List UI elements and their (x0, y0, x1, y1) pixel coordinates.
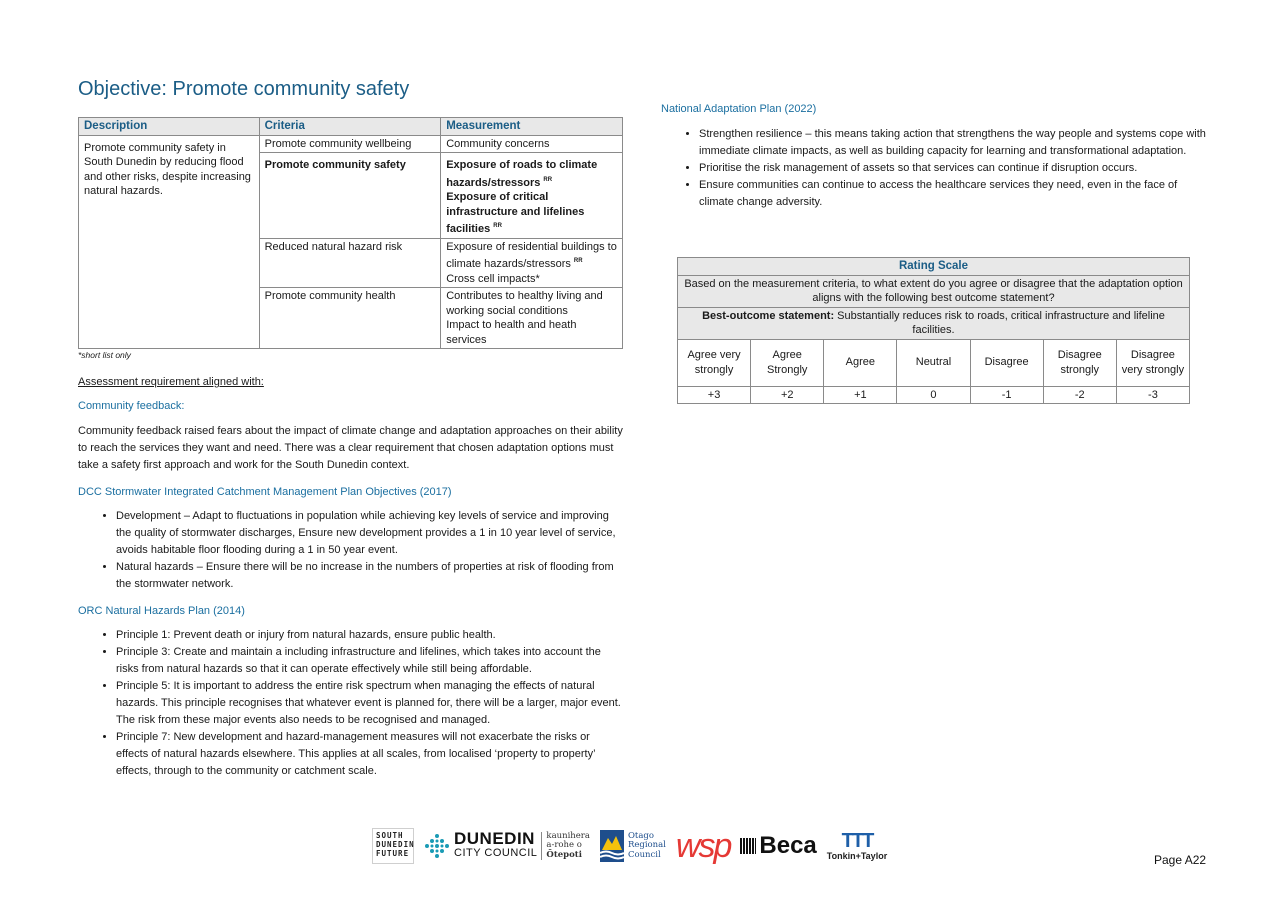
right-column (661, 103, 1206, 211)
dcc-emblem-icon (424, 833, 450, 859)
measurement-cell (441, 238, 623, 288)
rating-label: Disagree strongly (1043, 339, 1116, 386)
criteria-cell: Reduced natural hazard risk (259, 238, 441, 288)
assessment-heading: Assessment requirement aligned with: (78, 376, 264, 388)
dcc-plan-heading: DCC Stormwater Integrated Catchment Management Plan Objectives (2017) (78, 486, 452, 498)
rating-label: Neutral (897, 339, 970, 386)
criteria-table-header (79, 118, 623, 136)
rating-score: +3 (678, 386, 751, 404)
list-item: • Principle 3: Create and maintain a including infrastructure and lifelines, which takes into account the risks from natural hazards so that it can operate effectively while still being affordable. (116, 644, 623, 678)
nap-heading: National Adaptation Plan (2022) (661, 103, 817, 115)
measurement-item: Exposure of residential buildings to climate hazards/stressors (446, 240, 617, 270)
measurement-item: Impact to health and heath services (446, 319, 577, 346)
rating-question: Based on the measurement criteria, to what extent do you agree or disagree that the adaptation option aligns with the following best outcome statement? (678, 275, 1190, 307)
partner-logos (372, 826, 887, 866)
tonkin-taylor-logo: TTT Tonkin+Taylor (826, 830, 888, 861)
rr-marker: RR (543, 176, 553, 183)
orc-plan-list (78, 627, 623, 780)
rating-label: Agree (824, 339, 897, 386)
measurement-item: Exposure of roads to climate hazards/stressors (446, 159, 598, 189)
beca-logo: Beca (740, 832, 816, 860)
community-feedback-text: Community feedback raised fears about the impact of climate change and adaptation approaches on their ability to reach the services they want and need. There was a clear requirement that chosen adaptation options must take a safety first approach and work for the South Dunedin context. (78, 425, 623, 471)
rating-score: -2 (1043, 386, 1116, 404)
south-dunedin-future-logo: SOUTH DUNEDIN FUTURE (372, 828, 414, 864)
rr-marker: RR (493, 223, 502, 229)
list-item: • Strengthen resilience – this means taking action that strengthens the way people and systems cope with immediate climate impacts, as well as building capacity for learning and transformational adaptation. (699, 126, 1206, 160)
criteria-cell: Promote community wellbeing (259, 135, 441, 153)
wsp-logo: wsp (675, 827, 731, 865)
best-outcome-label: Best-outcome statement: (702, 309, 835, 322)
page-number: Page A22 (1154, 853, 1207, 867)
best-outcome-text: Substantially reduces risk to roads, critical infrastructure and lifeline facilities. (834, 309, 1165, 336)
list-item: • Ensure communities can continue to access the healthcare services they need, even in the face of climate change adversity. (699, 177, 1206, 211)
rating-score: 0 (897, 386, 970, 404)
description-cell: Promote community safety in South Dunedin by reducing flood and other risks, despite increasing natural hazards. (79, 135, 260, 349)
beca-mark-icon (740, 838, 756, 854)
criteria-cell: Promote community safety (259, 153, 441, 239)
rating-scale-title: Rating Scale (678, 258, 1190, 276)
rating-score: +2 (751, 386, 824, 404)
left-column (78, 117, 623, 780)
rating-label: Agree very strongly (678, 339, 751, 386)
nap-list (661, 126, 1206, 211)
header-measurement: Measurement (441, 118, 623, 136)
list-item: • Natural hazards – Ensure there will be no increase in the numbers of properties at risk of flooding from the stormwater network. (116, 559, 623, 593)
measurement-cell (441, 135, 623, 153)
orc-emblem-icon (600, 830, 624, 862)
best-outcome-cell (678, 307, 1190, 339)
dcc-plan-list (78, 508, 623, 593)
otago-regional-council-logo: Otago Regional Council (600, 830, 666, 862)
rating-label: Disagree (970, 339, 1043, 386)
table-footnote: *short list only (78, 350, 131, 360)
table-row (79, 135, 623, 153)
rating-title-row (678, 258, 1190, 276)
header-description: Description (79, 118, 260, 136)
rating-label: Disagree very strongly (1116, 339, 1189, 386)
rating-question-row (678, 275, 1190, 307)
measurement-item: Cross cell impacts* (446, 272, 540, 285)
criteria-table (78, 117, 623, 349)
page-title: Objective: Promote community safety (78, 78, 410, 100)
rating-label: Agree Strongly (751, 339, 824, 386)
measurement-cell (441, 288, 623, 349)
rating-scale-table (677, 257, 1190, 404)
list-item: • Principle 5: It is important to address the entire risk spectrum when managing the effects of natural hazards. This principle recognises that whatever event is planned for, there will be a larger, major event. The risk from these major events also needs to be recognised and managed. (116, 678, 623, 729)
list-item: • Development – Adapt to fluctuations in population while achieving key levels of service and improving the quality of stormwater discharges, Ensure new development provides a 1 in 10 year level of service, avoids habitable floor flooding during a 1 in 50 year event. (116, 508, 623, 559)
header-criteria: Criteria (259, 118, 441, 136)
list-item: • Principle 1: Prevent death or injury from natural hazards, ensure public health. (116, 627, 623, 644)
community-feedback-heading: Community feedback: (78, 400, 185, 412)
measurement-cell (441, 153, 623, 239)
list-item: • Prioritise the risk management of assets so that services can continue if disruption occurs. (699, 160, 1206, 177)
rating-score: -3 (1116, 386, 1189, 404)
orc-plan-heading: ORC Natural Hazards Plan (2014) (78, 605, 245, 617)
best-outcome-row (678, 307, 1190, 339)
rating-score: -1 (970, 386, 1043, 404)
dunedin-city-council-logo: DUNEDIN CITY COUNCIL kaunihera a-rohe o Ōtepoti (424, 832, 590, 861)
measurement-item: Exposure of critical infrastructure and lifelines facilities (446, 191, 585, 235)
criteria-cell: Promote community health (259, 288, 441, 349)
rating-scores-row (678, 386, 1190, 404)
rr-marker: RR (573, 258, 583, 264)
rating-labels-row (678, 339, 1190, 386)
measurement-item: Contributes to healthy living and working social conditions (446, 290, 603, 317)
measurement-item: Community concerns (446, 137, 550, 150)
rating-score: +1 (824, 386, 897, 404)
list-item: • Principle 7: New development and hazard-management measures will not exacerbate the risks or effects of natural hazards elsewhere. This applies at all scales, from localised ‘property to property’ effects, through to the community or catchment scale. (116, 729, 623, 780)
